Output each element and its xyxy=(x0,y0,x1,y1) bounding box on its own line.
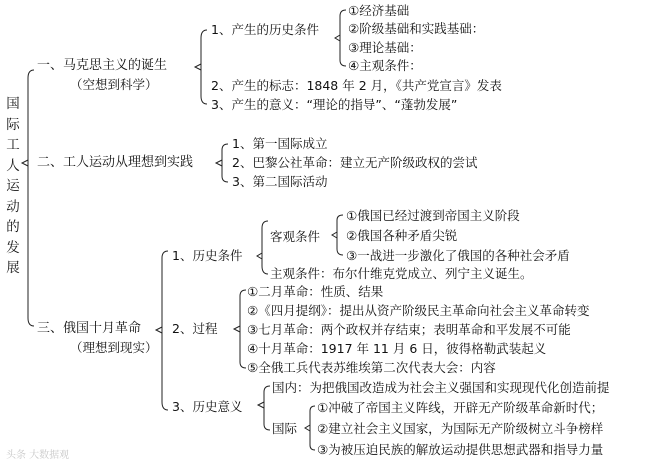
s3-objective-sub-3: ③一战进一步激化了俄国的各种社会矛盾 xyxy=(346,248,570,263)
s3-process-2: ②《四月提纲》：提出从资产阶级民主革命向社会主义革命转变 xyxy=(247,303,590,318)
s3-objective-sub-1: ①俄国已经过渡到帝国主义阶段 xyxy=(346,208,520,223)
s2-item-3: 3、第二国际活动 xyxy=(232,174,328,189)
s3-item-2: 2、过程 xyxy=(172,321,218,336)
s1-item-2: 2、产生的标志：1848 年 2 月，《共产党宣言》发表 xyxy=(211,78,502,93)
s3-international-3: ③为被压迫民族的解放运动提供思想武器和指导力量 xyxy=(317,442,604,457)
s3-subjective: 主观条件：布尔什维克党成立、列宁主义诞生。 xyxy=(270,266,533,281)
s3-process-5: ⑤全俄工兵代表苏维埃第二次代表大会：内容 xyxy=(247,360,496,375)
s2-item-2: 2、巴黎公社革命：建立无产阶级政权的尝试 xyxy=(232,155,478,170)
s3-process-3: ③七月革命：两个政权并存结束；表明革命和平发展不可能 xyxy=(247,322,571,337)
section-2-title: 二、工人运动从理想到实践 xyxy=(37,155,194,170)
s3-process-4: ④十月革命：1917 年 11 月 6 日，彼得格勒武装起义 xyxy=(247,341,547,356)
s3-international-1: ①冲破了帝国主义阵线，开辟无产阶级革命新时代； xyxy=(317,400,604,415)
watermark: 头条 大数据观 xyxy=(6,450,70,461)
s3-domestic: 国内：为把俄国改造成为社会主义强国和实现现代化创造前提 xyxy=(272,380,610,395)
section-3-title: 三、俄国十月革命 xyxy=(37,321,142,336)
section-1-title: 一、马克思主义的诞生 xyxy=(37,58,168,73)
s1-item-1-sub-1: ①经济基础 xyxy=(348,3,410,18)
s3-international-2: ②建立社会主义国家，为国际无产阶级树立斗争榜样 xyxy=(317,421,604,436)
s1-item-1-sub-4: ④主观条件： xyxy=(348,58,422,73)
section-1-subtitle: （空想到科学） xyxy=(70,77,158,92)
s3-item-3: 3、历史意义 xyxy=(172,399,243,414)
s3-process-1: ①二月革命：性质、结果 xyxy=(247,284,384,299)
s3-international-label: 国际 xyxy=(272,421,298,436)
s1-item-1: 1、产生的历史条件 xyxy=(211,22,319,37)
s1-item-1-sub-3: ③理论基础： xyxy=(348,40,422,55)
root-title: 国际工人运动的发展 xyxy=(6,96,20,276)
section-3-subtitle: （理想到现实） xyxy=(70,340,158,355)
s3-item-1: 1、历史条件 xyxy=(172,248,243,263)
s3-objective-sub-2: ②俄国各种矛盾尖锐 xyxy=(346,228,458,243)
s3-objective-label: 客观条件 xyxy=(270,229,321,244)
s2-item-1: 1、第一国际成立 xyxy=(232,136,328,151)
s1-item-3: 3、产生的意义：“理论的指导”、“蓬勃发展” xyxy=(211,97,458,112)
s1-item-1-sub-2: ②阶级基础和实践基础： xyxy=(348,21,485,36)
